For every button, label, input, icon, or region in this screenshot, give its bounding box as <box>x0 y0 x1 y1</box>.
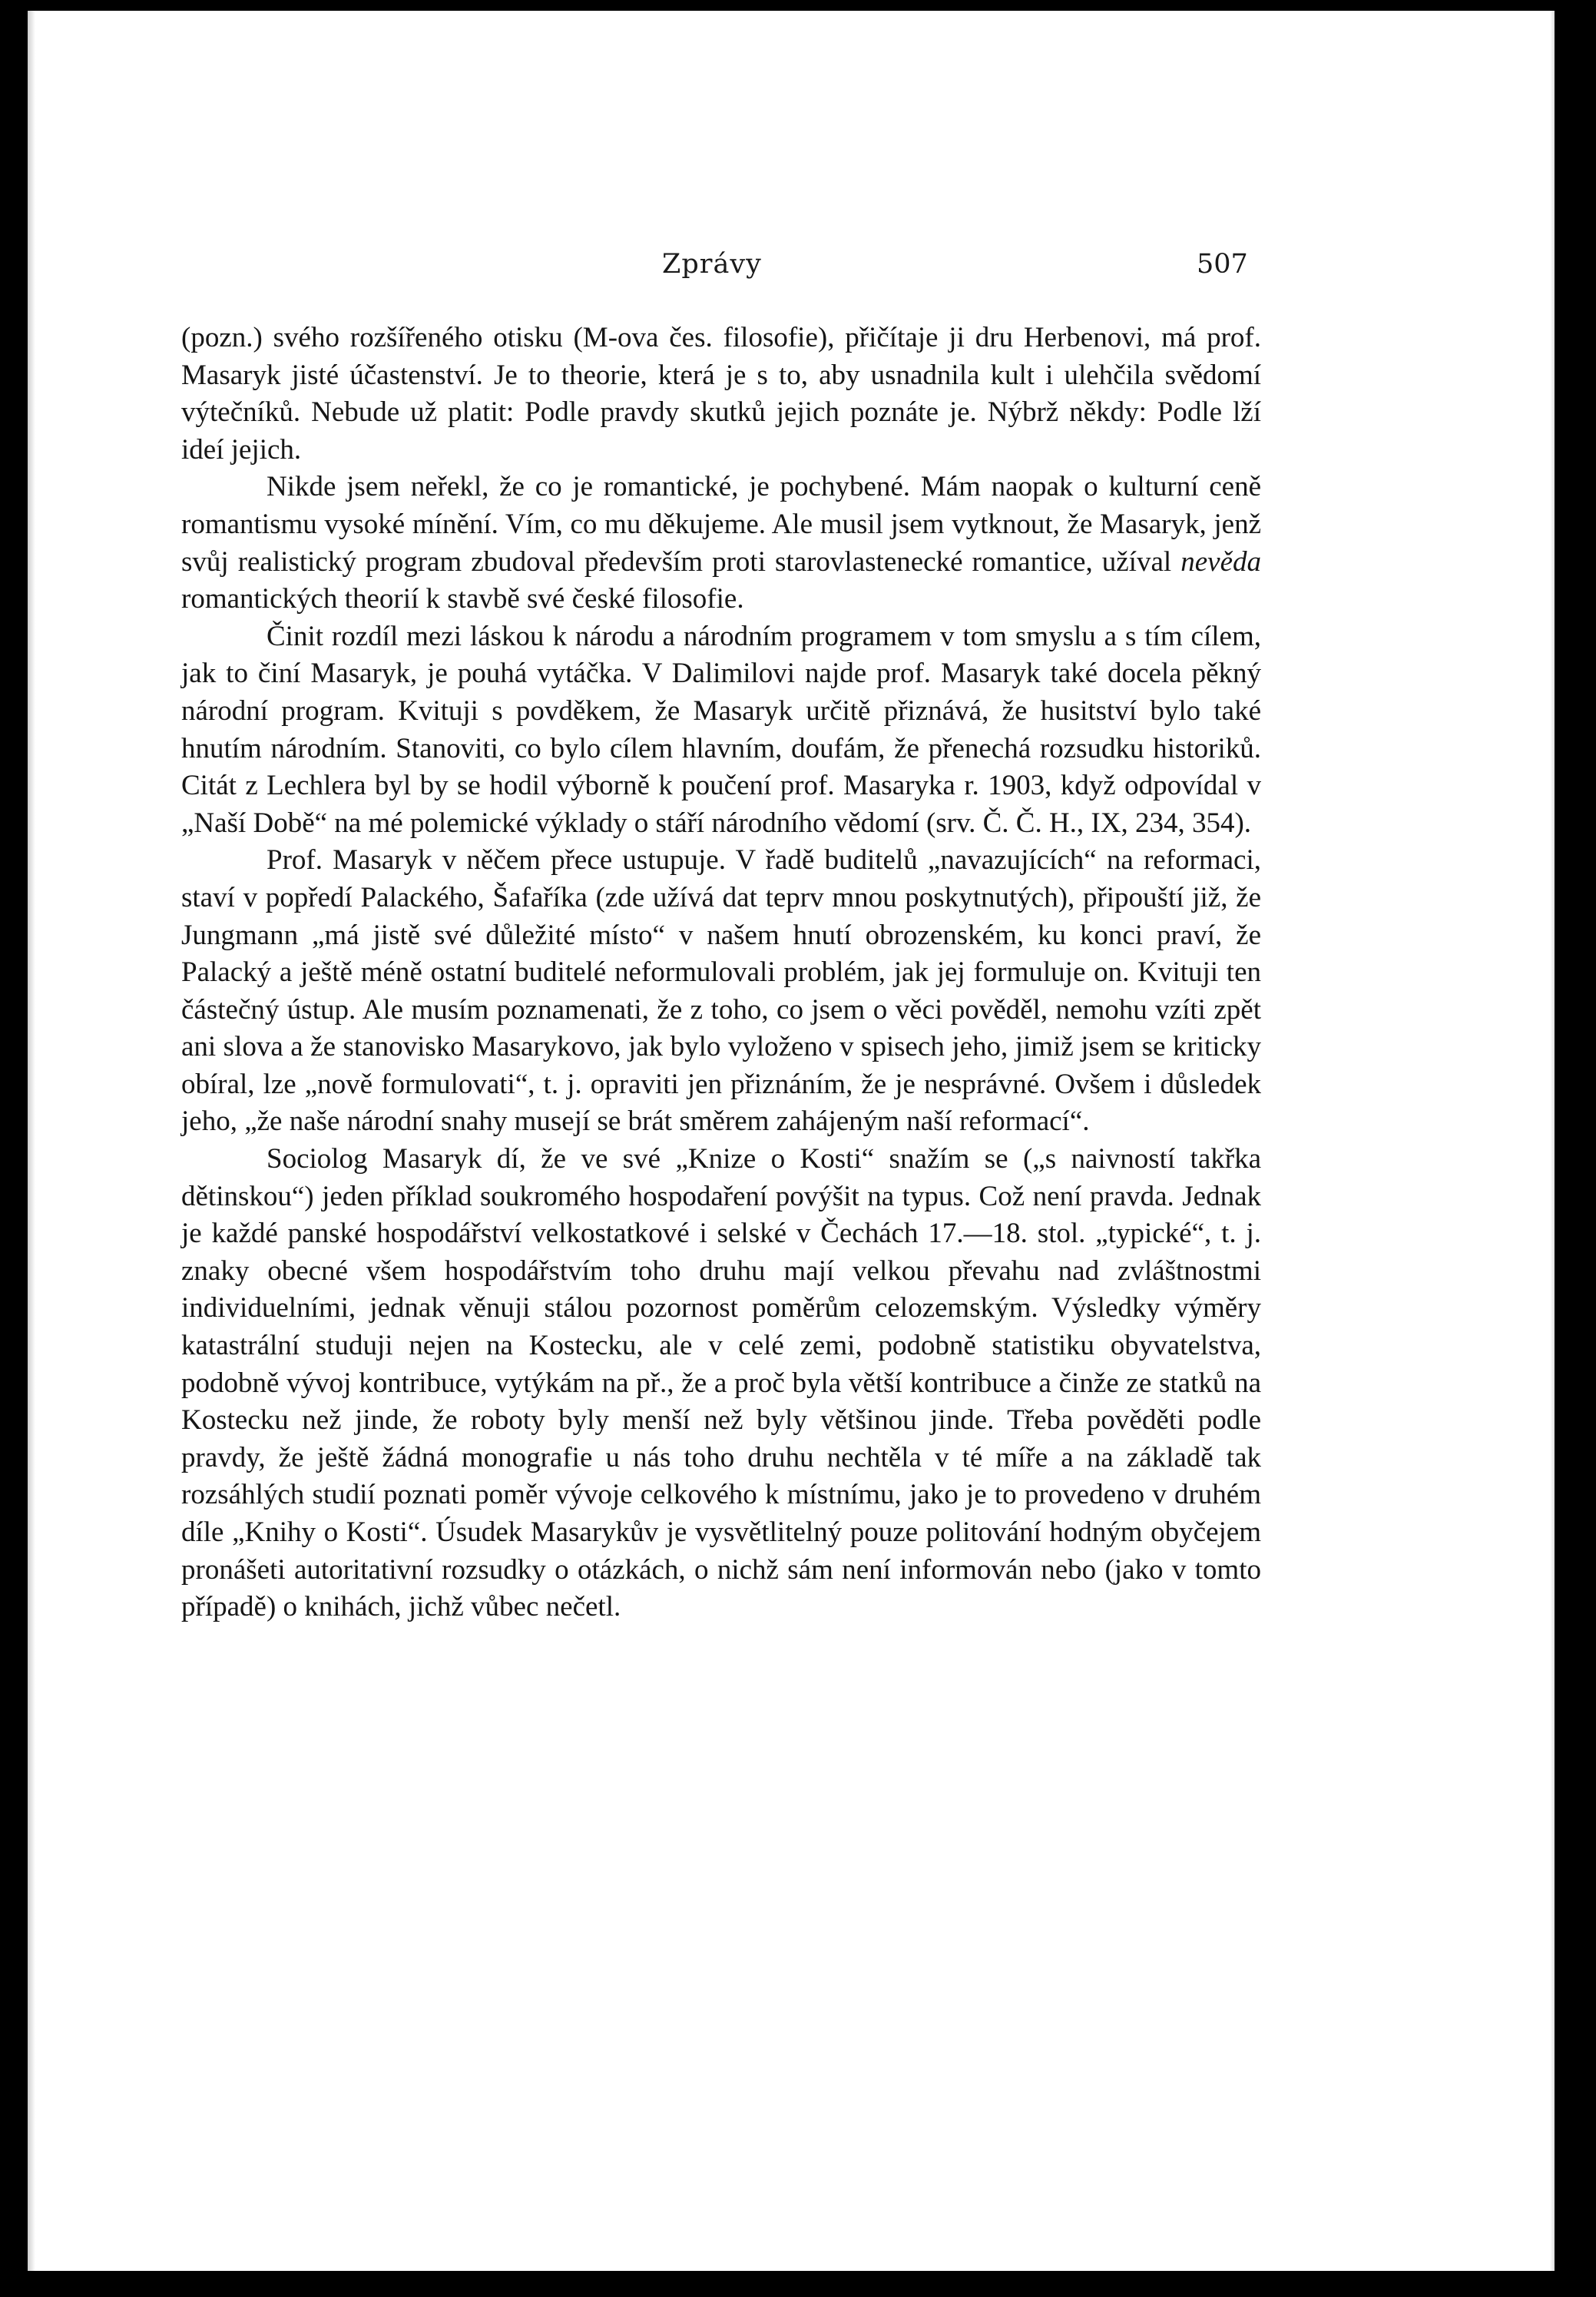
paragraph-1 <box>181 320 1261 469</box>
page-number: 507 <box>1197 249 1248 280</box>
page-right-edge <box>1550 11 1555 2271</box>
paragraph-text: romantických theorií k stavbě své české filosofie. <box>181 583 744 615</box>
paragraph-text: Činit rozdíl mezi láskou k národu a národním programem v tom smyslu a s tím cílem, jak to činí Masaryk, je pouhá vytáčka. V Dalimilovi najde prof. Masaryk také docela pěkný národní program. Kvituji s povděkem, že Masaryk určitě přiznává, že husitství bylo také hnutím národním. Stanoviti, co bylo cílem hlavním, doufám, že přenechá rozsudku historiků. Citát z Lechlera byl by se hodil výborně k poučení prof. Masaryka r. 1903, když odpovídal v „Naší Době“ na mé polemické výklady o stáří národního vědomí (srv. Č. Č. H., IX, 234, 354). <box>181 620 1261 839</box>
paragraph-5 <box>181 1141 1261 1626</box>
document-page <box>28 11 1555 2271</box>
paragraph-4 <box>181 842 1261 1141</box>
page-left-edge <box>28 11 35 2271</box>
paragraph-3 <box>181 618 1261 843</box>
emphasized-word: nevěda <box>1180 545 1261 578</box>
paragraph-text: Prof. Masaryk v něčem přece ustupuje. V řadě buditelů „navazujících“ na reformaci, staví v popředí Palackého, Šafaříka (zde užívá dat teprv mnou poskytnutých), připouští již, že Jungmann „má jistě své důležité místo“ v našem hnutí obrozenském, ku konci praví, že Palacký a ještě méně ostatní buditelé neformulovali problém, jak jej formuluje on. Kvituji ten částečný ústup. Ale musím poznamenati, že z toho, co jsem o věci pověděl, nemohu vzíti zpět ani slova a že stanovisko Masarykovo, jak bylo vyloženo v spisech jeho, jimiž jsem se kriticky obíral, lze „nově formulovati“, t. j. opraviti jen přiznáním, že je nesprávné. Ovšem i důsledek jeho, „že naše národní snahy musejí se brát směrem zahájeným naší reformací“. <box>181 844 1261 1138</box>
running-title: Zprávy <box>662 249 762 280</box>
paragraph-text: Nikde jsem neřekl, že co je romantické, je pochybené. Mám naopak o kulturní ceně romantismu vysoké mínění. Vím, co mu děkujeme. Ale musil jsem vytknout, že Masaryk, jenž svůj realistický program zbudoval především proti starovlastenecké romantice, užíval <box>181 471 1261 578</box>
paragraph-text: Sociolog Masaryk dí, že ve své „Knize o Kosti“ snažím se („s naivností takřka dětinskou“) jeden příklad soukromého hospodaření povýšit na typus. Což není pravda. Jednak je každé panské hospodářství velkostatkové i selské v Čechách 17.—18. stol. „typické“, t. j. znaky obecné všem hospodářstvím toho druhu mají velkou převahu nad zvláštnostmi individuelními, jednak věnuji stálou pozornost poměrům celozemským. Výsledky výměry katastrální studuji nejen na Kostecku, ale v celé zemi, podobně statistiku obyvatelstva, podobně vývoj kontribuce, vytýkám na př., že a proč byla větší kontribuce a činže ze statků na Kostecku než jinde, že roboty byly menší než byly většinou jinde. Třeba pověděti podle pravdy, že ještě žádná monografie u nás toho druhu nechtěla v té míře a na základě tak rozsáhlých studií poznati poměr vývoje celkového k místnímu, jako je to provedeno v druhém díle „Knihy o Kosti“. Úsudek Masarykův je vysvětlitelný pouze politování hodným obyčejem pronášeti autoritativní rozsudky o otázkách, o nichž sám není informován nebo (jako v tomto případě) o knihách, jichž vůbec nečetl. <box>181 1143 1261 1623</box>
body-text <box>181 320 1261 1626</box>
paragraph-2 <box>181 469 1261 618</box>
running-head <box>28 249 1555 287</box>
paragraph-text: (pozn.) svého rozšířeného otisku (M-ova čes. filosofie), přičítaje ji dru Herbenovi, má prof. Masaryk jisté účastenství. Je to theorie, která je s to, aby usnadnila kult i ulehčila svědomí výtečníků. Nebude už platit: Podle pravdy skutků jejich poznáte je. Nýbrž někdy: Podle lží ideí jejich. <box>181 322 1261 466</box>
